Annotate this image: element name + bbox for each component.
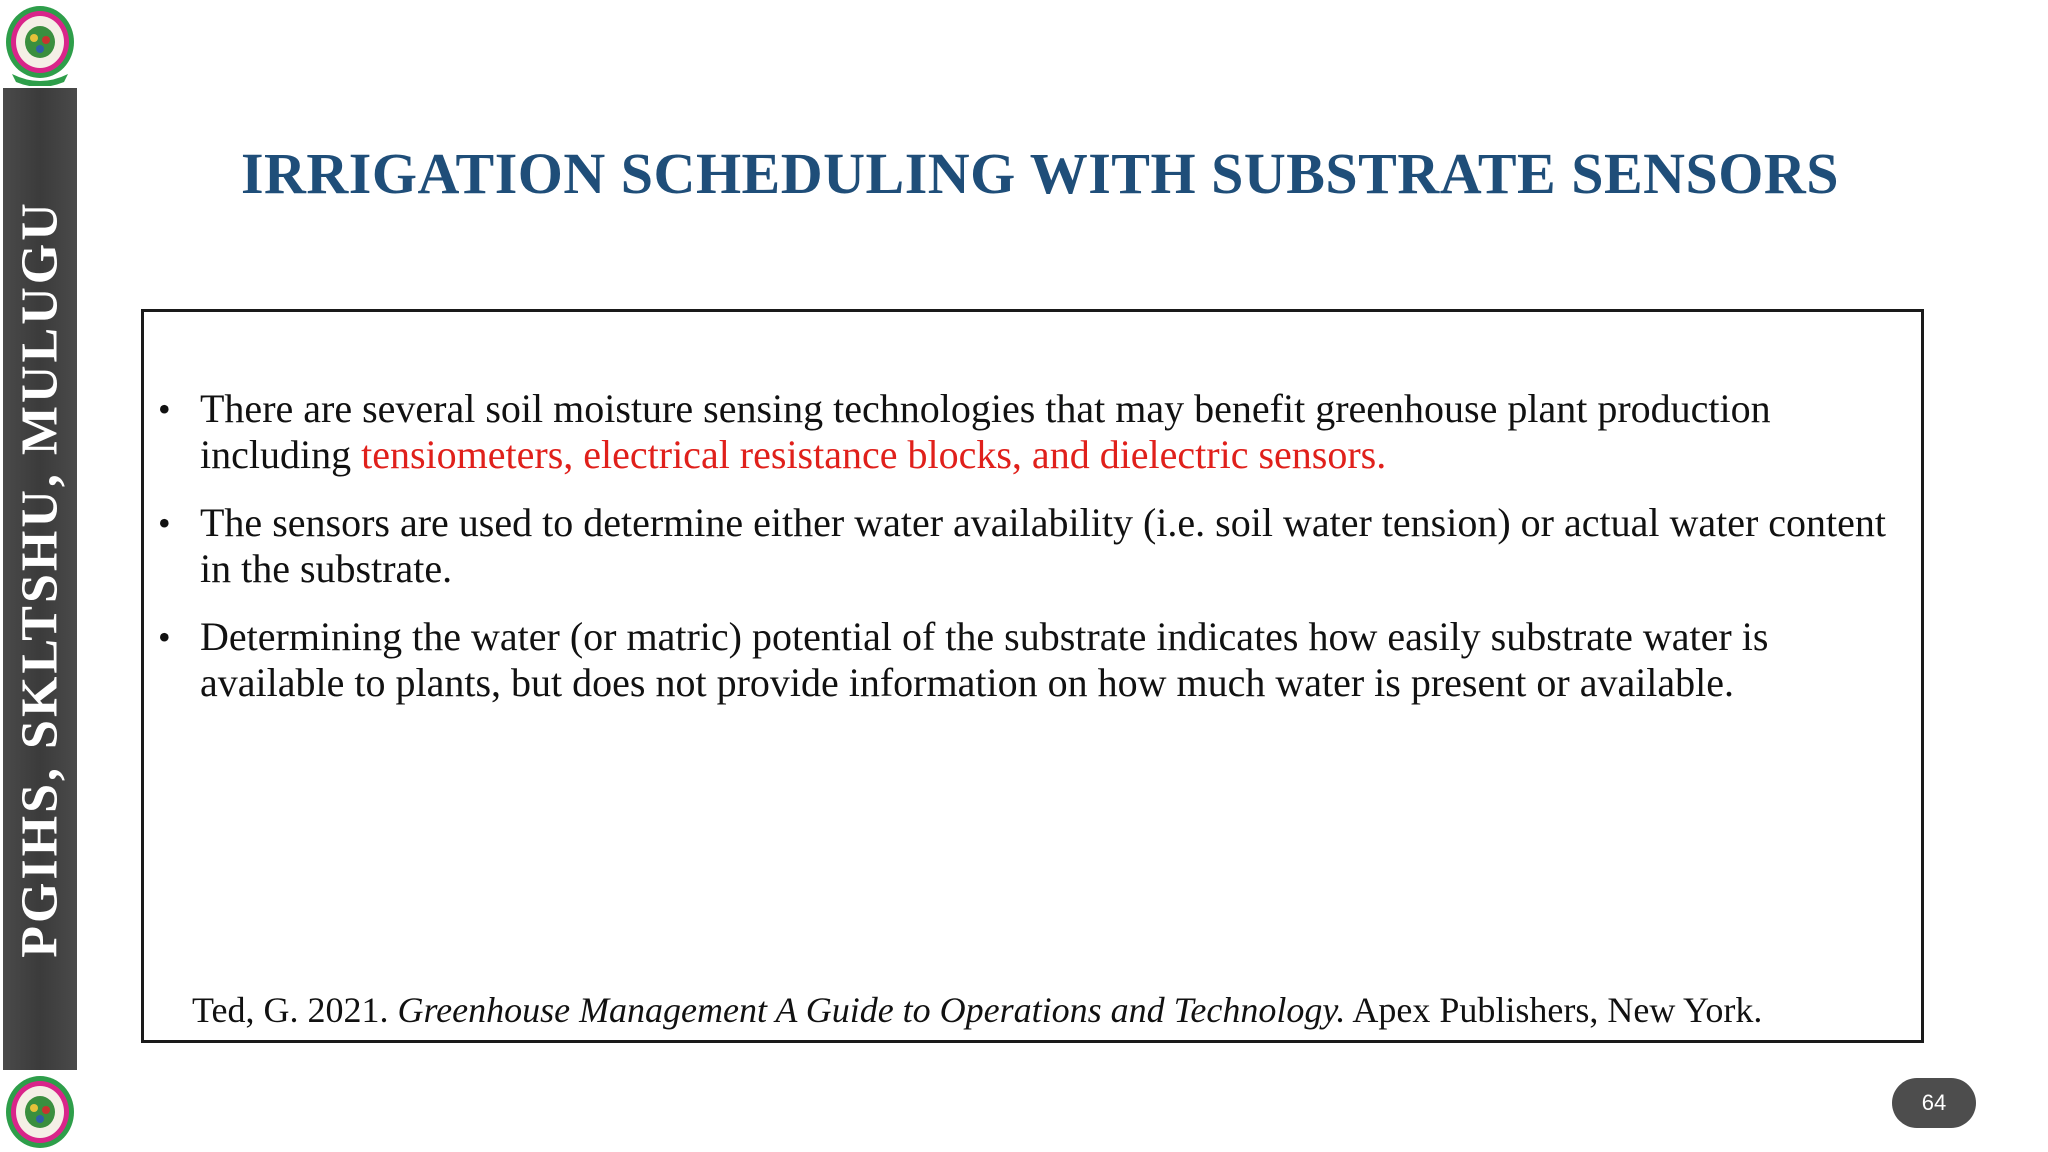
content-box: [141, 309, 1924, 1043]
slide-title: IRRIGATION SCHEDULING WITH SUBSTRATE SENSORS: [240, 141, 1840, 206]
institute-seal-top-icon: [2, 2, 78, 86]
bullet-text: There are several soil moisture sensing technologies that may benefit greenhouse plant production including: [200, 386, 1771, 477]
bullet-list: [144, 386, 1927, 728]
citation-title: Greenhouse Management A Guide to Operations and Technology.: [397, 990, 1346, 1030]
bullet-dot-icon: •: [158, 617, 171, 657]
citation-prefix: Ted, G. 2021.: [192, 990, 398, 1030]
bullet-dot-icon: •: [158, 389, 171, 429]
bullet-highlight-text: tensiometers, electrical resistance blocks, and dielectric sensors.: [361, 432, 1387, 477]
bullet-text: The sensors are used to determine either water availability (i.e. soil water tension) or actual water content in the substrate.: [200, 500, 1887, 591]
bullet-dot-icon: •: [158, 503, 171, 543]
bullet-item-sensor-use: [144, 500, 1927, 592]
citation: [192, 988, 1762, 1032]
citation-suffix: Apex Publishers, New York.: [1345, 990, 1763, 1030]
bullet-item-matric-potential: [144, 614, 1927, 706]
institute-side-strip: [3, 88, 77, 1070]
institute-seal-bottom-icon: [2, 1070, 78, 1152]
bullet-item-sensing-technologies: [144, 386, 1927, 478]
page-number-badge: 64: [1892, 1078, 1976, 1128]
bullet-text: Determining the water (or matric) potential of the substrate indicates how easily substrate water is available to plants, but does not provide information on how much water is present or available.: [200, 614, 1769, 705]
institute-name-vertical: PGIHS, SKLTSHU, MULUGU: [11, 200, 69, 958]
